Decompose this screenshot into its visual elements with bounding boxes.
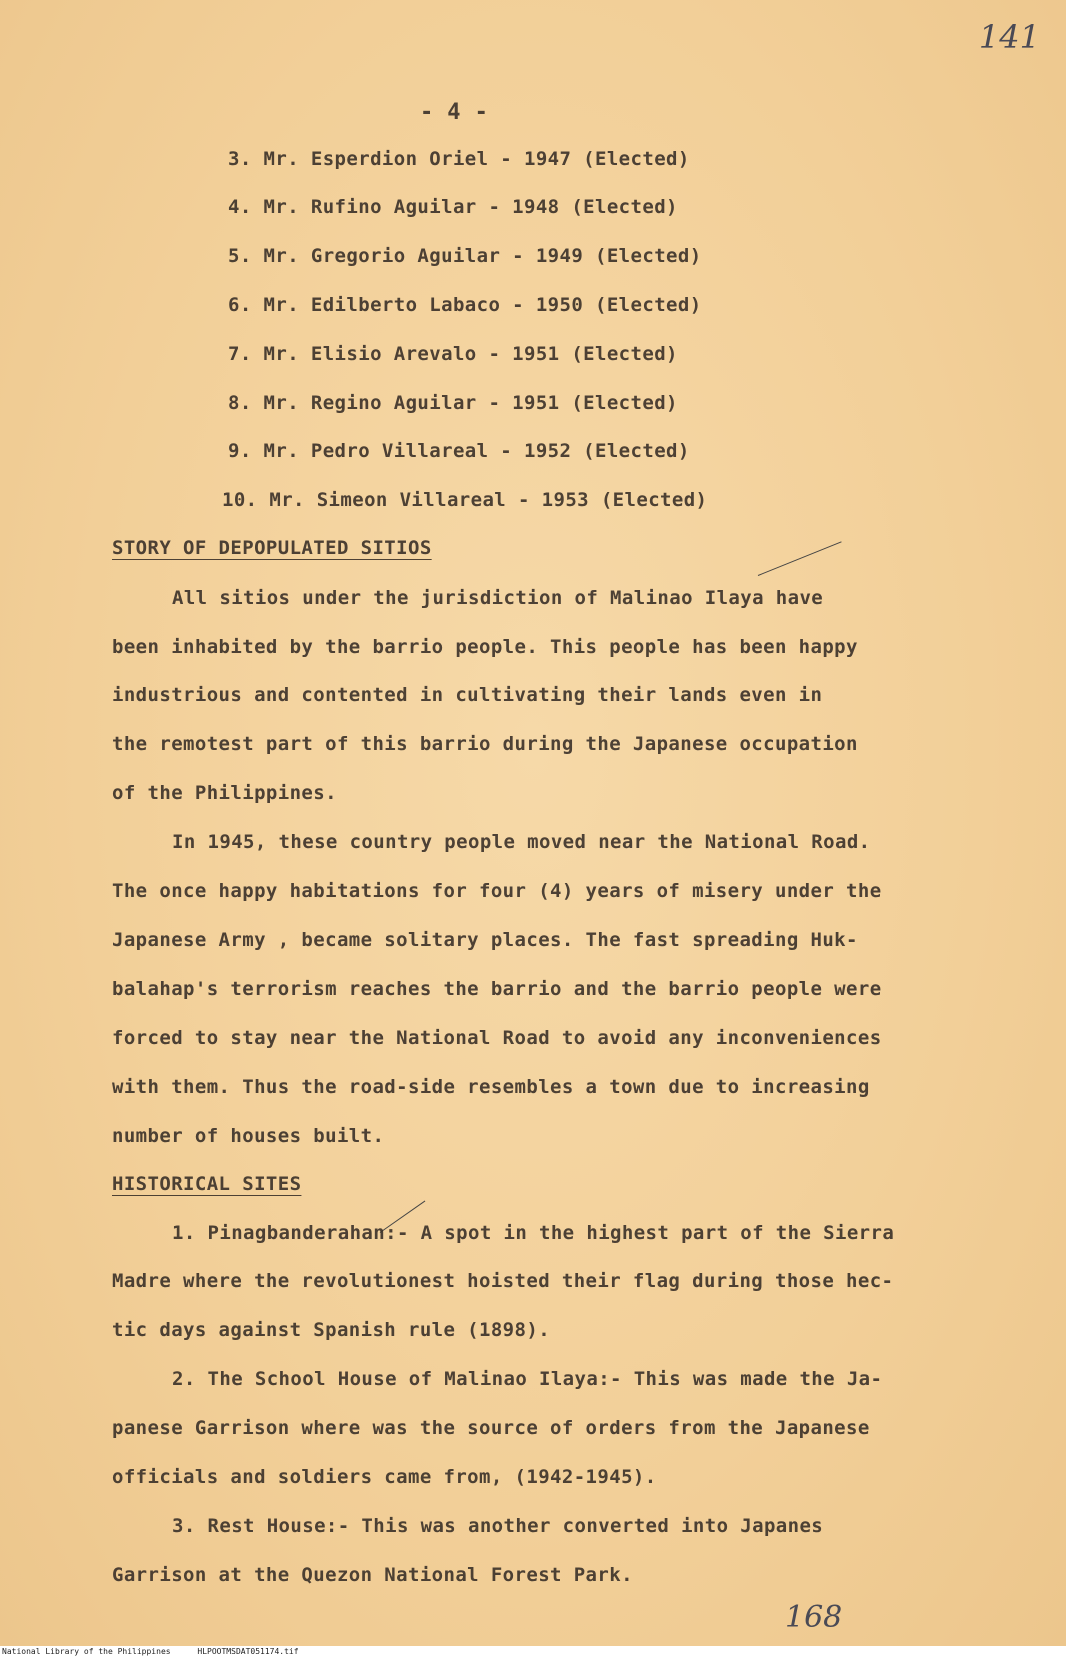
paragraph-line: 1. Pinagbanderahan:- A spot in the highest part of the Sierra <box>172 1222 895 1244</box>
official-item: 6. Mr. Edilberto Labaco - 1950 (Elected) <box>228 294 702 316</box>
official-item: 9. Mr. Pedro Villareal - 1952 (Elected) <box>228 440 690 462</box>
handwritten-page-number-bottom: 168 <box>785 1600 843 1635</box>
paragraph-line: Garrison at the Quezon National Forest Park. <box>112 1564 633 1586</box>
paragraph-line: All sitios under the jurisdiction of Malinao Ilaya have <box>172 587 824 609</box>
section-heading-depopulated-sitios: STORY OF DEPOPULATED SITIOS <box>112 537 432 559</box>
scan-footer <box>0 1646 1066 1658</box>
official-item: 7. Mr. Elisio Arevalo - 1951 (Elected) <box>228 343 678 365</box>
paragraph-line: Japanese Army , became solitary places. The fast spreading Huk- <box>112 929 858 951</box>
handwritten-page-number-top: 141 <box>978 18 1040 56</box>
paragraph-line: 2. The School House of Malinao Ilaya:- This was made the Ja- <box>172 1368 883 1390</box>
official-item: 10. Mr. Simeon Villareal - 1953 (Elected) <box>222 489 708 511</box>
paragraph-line: 3. Rest House:- This was another converted into Japanes <box>172 1515 824 1537</box>
paragraph-line: forced to stay near the National Road to avoid any inconveniences <box>112 1027 882 1049</box>
paragraph-line: been inhabited by the barrio people. This people has been happy <box>112 636 858 658</box>
paragraph-line: panese Garrison where was the source of orders from the Japanese <box>112 1417 870 1439</box>
section-heading-historical-sites: HISTORICAL SITES <box>112 1173 302 1195</box>
official-item: 4. Mr. Rufino Aguilar - 1948 (Elected) <box>228 196 678 218</box>
paragraph-line: Madre where the revolutionest hoisted their flag during those hec- <box>112 1270 894 1292</box>
paragraph-line: The once happy habitations for four (4) years of misery under the <box>112 880 882 902</box>
official-item: 3. Mr. Esperdion Oriel - 1947 (Elected) <box>228 148 690 170</box>
paragraph-line: tic days against Spanish rule (1898). <box>112 1319 551 1341</box>
paragraph-line: officials and soldiers came from, (1942-1945). <box>112 1466 657 1488</box>
paragraph-line: with them. Thus the road-side resembles a town due to increasing <box>112 1076 870 1098</box>
paragraph-line: the remotest part of this barrio during the Japanese occupation <box>112 733 858 755</box>
official-item: 5. Mr. Gregorio Aguilar - 1949 (Elected) <box>228 245 702 267</box>
paragraph-line: industrious and contented in cultivating their lands even in <box>112 684 823 706</box>
paragraph-line: number of houses built. <box>112 1125 385 1147</box>
check-mark-pen <box>758 541 842 576</box>
official-item: 8. Mr. Regino Aguilar - 1951 (Elected) <box>228 392 678 414</box>
scan-filename: HLPOOTMSDAT051174.tif <box>197 1647 299 1656</box>
library-name: National Library of the Philippines <box>2 1647 171 1656</box>
page-number: - 4 - <box>420 100 489 125</box>
paragraph-line: of the Philippines. <box>112 782 337 804</box>
paragraph-line: balahap's terrorism reaches the barrio and the barrio people were <box>112 978 882 1000</box>
paragraph-line: In 1945, these country people moved near the National Road. <box>172 831 871 853</box>
